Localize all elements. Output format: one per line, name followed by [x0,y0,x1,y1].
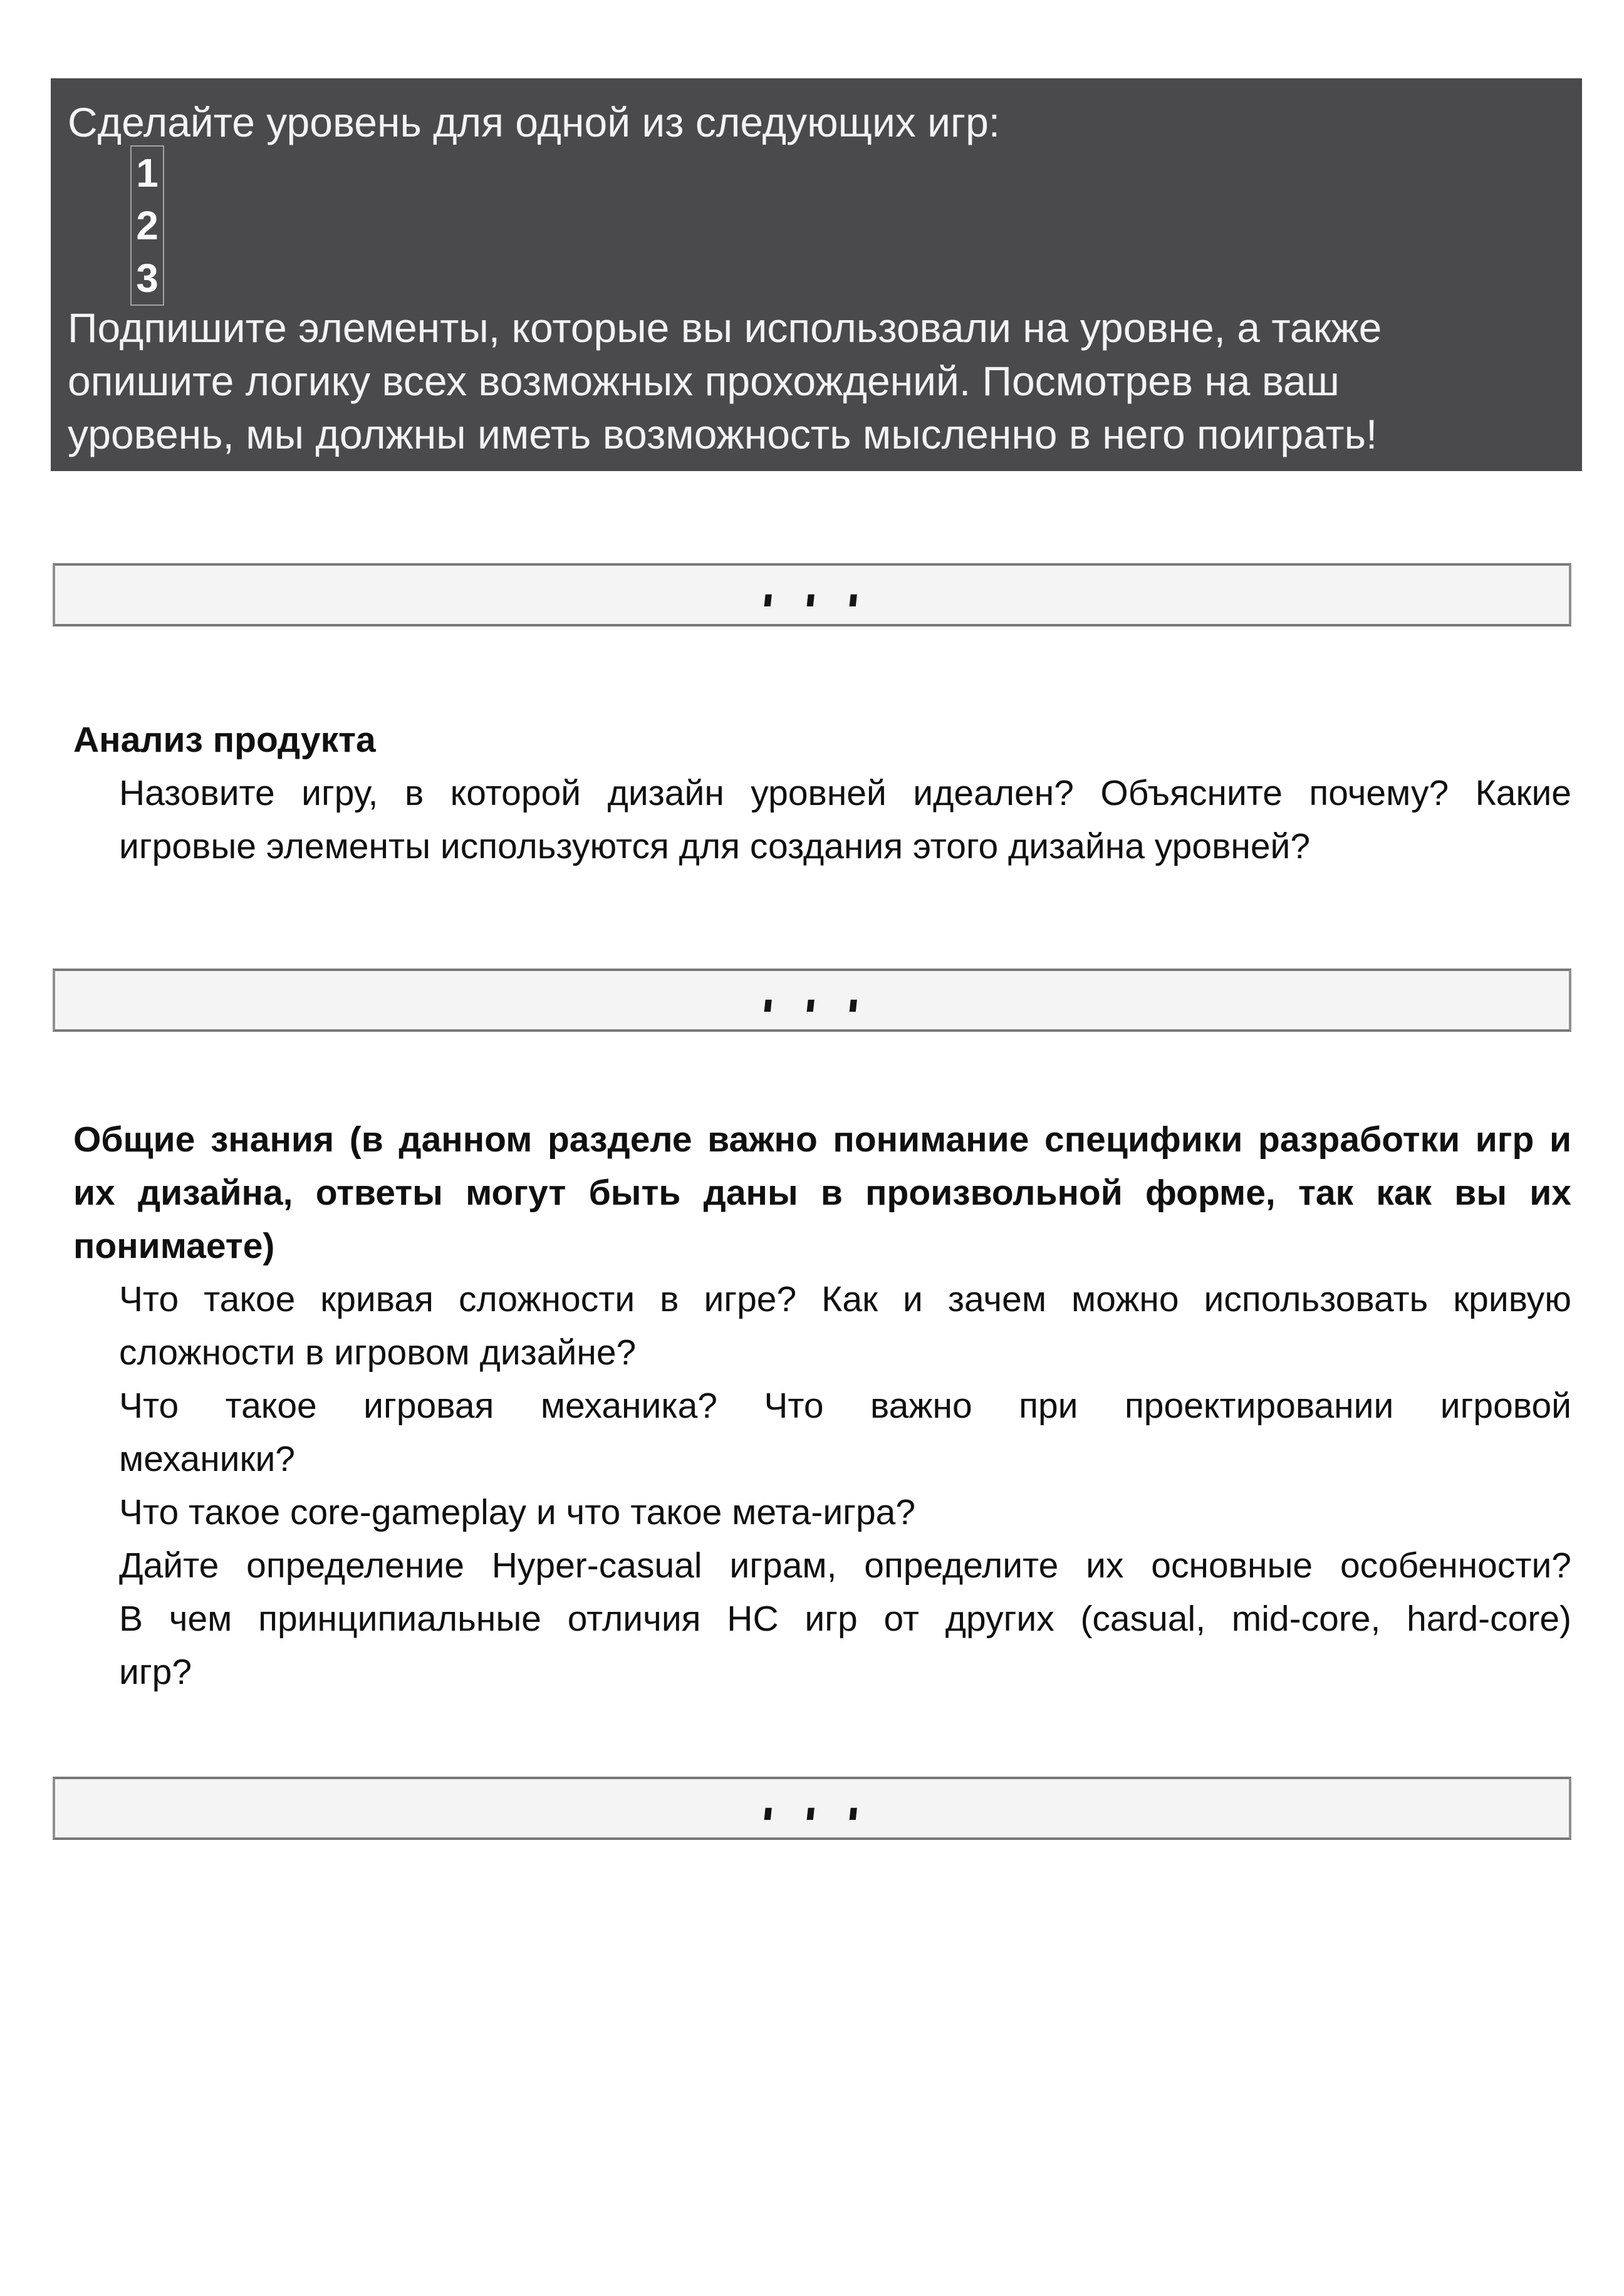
task-brief-card [51,78,1582,471]
task-body-line: опишите логику всех возможных прохождений. Посмотрев на ваш [68,358,1340,404]
paragraph-line: Дайте определение Hyper-casual играм, определите их основные особенности? [119,1545,1571,1586]
ellipsis-icon: ... [763,534,891,625]
paragraph-line: Что такое core-gameplay и что такое мета-игра? [119,1492,916,1532]
paragraph-line: Что такое кривая сложности в игре? Как и зачем можно использовать кривую [119,1279,1571,1319]
ellipsis-icon: ... [763,939,891,1030]
task-body-line: Подпишите элементы, которые вы использовали на уровне, а также [68,304,1382,351]
games-list-frame [130,145,164,306]
paragraph-line: В чем принципиальные отличия HC игр от других (casual, mid-core, hard-core) [119,1599,1571,1639]
paragraph-line: сложности в игровом дизайне? [119,1332,637,1373]
paragraph-line: игр? [119,1652,192,1692]
section-heading-line: понимаете) [73,1226,275,1266]
list-number-2: 2 [136,203,159,248]
task-body-text [68,301,1565,461]
collapsed-content-separator[interactable] [53,534,1571,626]
section-general-knowledge [73,1113,1571,1699]
section-heading: Анализ продукта [73,720,376,760]
paragraph-line: Назовите игру, в которой дизайн уровней идеален? Объясните почему? Какие [119,773,1571,813]
list-number-1: 1 [136,150,159,195]
collapsed-content-separator[interactable] [53,939,1571,1032]
task-intro-text: Сделайте уровень для одной из следующих игр: [68,99,1001,145]
collapsed-content-separator[interactable] [53,1747,1571,1840]
task-body-line: уровень, мы должны иметь возможность мысленно в него поиграть! [68,411,1378,457]
paragraph-line: механики? [119,1439,295,1479]
ellipsis-icon: ... [763,1747,891,1838]
section-heading-line: их дизайна, ответы могут быть даны в произвольной форме, так как вы их [73,1173,1571,1213]
paragraph-line: игровые элементы используются для создания этого дизайна уровней? [119,826,1311,866]
section-product-analysis [73,714,1571,873]
paragraph-line: Что такое игровая механика? Что важно при проектировании игровой [119,1386,1571,1426]
section-heading-line: Общие знания (в данном разделе важно понимание специфики разработки игр и [73,1119,1571,1160]
list-number-3: 3 [136,256,159,301]
